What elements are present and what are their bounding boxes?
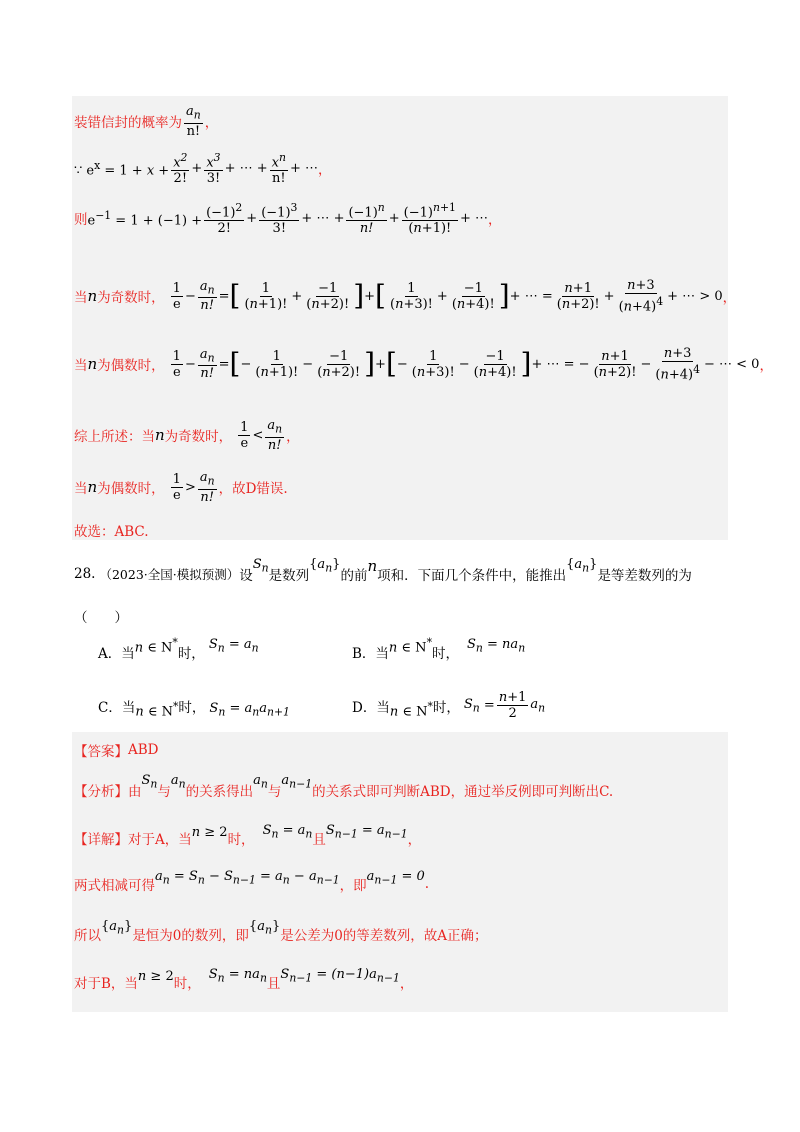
analysis-text: 与 bbox=[157, 784, 171, 800]
option-a-label: A．当 bbox=[98, 646, 135, 662]
question-text: 项和．下面几个条件中，能推出 bbox=[377, 568, 567, 584]
detail-line-2: 两式相减可得 $a_n = S_n - S_{n-1} = a_n - a_{n-1}$ ，即 $a_{n-1} = 0$ . bbox=[74, 869, 430, 894]
when-text: 当 bbox=[74, 290, 88, 307]
question-source: （2023·全国·模拟预测） bbox=[99, 567, 240, 582]
question-number: 28. bbox=[74, 566, 96, 582]
option-c[interactable]: C．当 n ∈ N* 时， $S_n = a_na_{n+1}$ bbox=[98, 696, 290, 716]
d-wrong-text: ，故D错误. bbox=[218, 481, 288, 498]
line-summary-even: 当 n 为偶数时， 1 e > $a_n$ n! ，故D错误. bbox=[74, 470, 288, 505]
option-a[interactable]: A．当 n ∈ N* 时， $S_n = a_n$ bbox=[98, 636, 259, 662]
detail-text: 且 bbox=[312, 832, 326, 848]
option-d[interactable]: D．当 n ∈ N* 时， $S_n$ = $\frac{n+1}{2}$ $a_n$ bbox=[352, 690, 546, 721]
summary-text: 综上所述：当 bbox=[74, 429, 155, 446]
detail-text: 是恒为0的数列，即 bbox=[132, 928, 249, 944]
answer-label: 【答案】 bbox=[74, 744, 128, 760]
answer-paren: （ ） bbox=[74, 610, 128, 626]
even-text: 为偶数时， bbox=[97, 481, 165, 498]
line-even-case: 当 n 为偶数时， 1 e − $\frac{a_n}{n!}$ = [ − $\frac{1}{(n+1)!}$ − $\frac{-1}{(n+2)!}$ ] + [ − $\frac{1}{(n+3)!}$ − $\frac{-1}{(n+4)!}$ ] + ⋯ = − $\frac{n+1}{(n+2)!}$ − $\frac{n+3}{(n+4)^4}$ − ⋯ < 0 ， bbox=[74, 346, 773, 383]
line-odd-case: 当 n 为奇数时， 1 e − $\frac{a_n}{n!}$ = [ 1 (n+1)! + $\frac{-1}{(n+2)!}$ ] + [ 1 (n+3)! + $\frac{-1}{(n+4)!}$ ] + ⋯ = $\frac{n+1}{(n+2)!}$ + $\frac{n+3}{(n+4)^4}$ + ⋯ > 0 ， bbox=[74, 278, 737, 315]
detail-text: 对于B，当 bbox=[74, 976, 138, 992]
option-b-label: B．当 bbox=[352, 646, 389, 662]
detail-line-1: 【详解】 对于A，当 n ≥ 2 时， $S_n = a_n$ 且 $S_{n-1} = a_{n-1}$ ， bbox=[74, 823, 422, 848]
answer-line bbox=[74, 740, 159, 760]
line-e-inverse: 则 $e^{-1} = 1 + (-1)$ + $\frac{(-1)^2}{2!}$ + $\frac{(-1)^3}{3!}$ + ⋯ + $\frac{(-1)^n}{n!}$ + $\frac{(-1)^{n+1}}{(n+1)!}$ + ⋯ ， bbox=[74, 201, 502, 237]
question-28: 28. （2023·全国·模拟预测） 设 $S_n$ 是数列 $\{a_n\}$ 的前 n 项和．下面几个条件中，能推出 $\{a_n\}$ 是等差数列的为 bbox=[74, 557, 692, 584]
detail-text: 是公差为0的等差数列，故A正确； bbox=[280, 928, 488, 944]
even-text: 为偶数时， bbox=[97, 358, 165, 375]
fraction-an-over-nfact: $a_n$ n! bbox=[186, 104, 201, 139]
option-b[interactable]: B．当 n ∈ N* 时， $S_n = na_n$ bbox=[352, 636, 526, 662]
question-paren bbox=[74, 606, 128, 626]
when-text: 当 bbox=[74, 481, 88, 498]
detail-line-3: 所以 $\{a_n\}$ 是恒为0的数列，即 $\{a_n\}$ 是公差为0的等差数列，故A正确； bbox=[74, 919, 488, 944]
probability-text: 装错信封的概率为 bbox=[74, 115, 182, 132]
detail-text: 两式相减可得 bbox=[74, 878, 155, 894]
question-text: 是数列 bbox=[268, 568, 310, 584]
then-text: 则 bbox=[74, 212, 88, 229]
line-exp-series: ∵ $e^x = 1 + x$ + $\frac{x^2}{2!}$ + $\frac{x^3}{3!}$ + ⋯ + $\frac{x^n}{n!}$ + ⋯ ， bbox=[74, 151, 332, 187]
detail-line-4: 对于B，当 n ≥ 2 时， $S_n = na_n$ 且 $S_{n-1} = (n-1)a_{n-1}$ ， bbox=[74, 967, 414, 992]
detail-text: ，即 bbox=[339, 878, 367, 894]
option-a-shi: 时， bbox=[177, 646, 205, 662]
detail-text: 所以 bbox=[74, 928, 101, 944]
odd-text: 为奇数时， bbox=[164, 429, 233, 446]
option-c-label: C．当 bbox=[98, 700, 136, 716]
question-text: 设 bbox=[239, 568, 253, 584]
line-summary-odd: 综上所述：当 n 为奇数时， 1 e < $a_n$ n! ， bbox=[74, 418, 300, 453]
analysis-text: 的关系得出 bbox=[185, 784, 254, 800]
choice-text: 故选：ABC. bbox=[74, 524, 149, 540]
detail-text: 对于A，当 bbox=[128, 832, 192, 848]
question-text: 的前 bbox=[340, 568, 368, 584]
option-d-label: D．当 bbox=[352, 699, 390, 716]
odd-text: 为奇数时， bbox=[97, 290, 165, 307]
detail-text: 时， bbox=[227, 832, 255, 848]
detail-text: 时， bbox=[173, 976, 201, 992]
option-c-shi: 时， bbox=[178, 700, 206, 716]
when-text: 当 bbox=[74, 358, 88, 375]
analysis-line: 【分析】 由 $S_n$ 与 $a_n$ 的关系得出 $a_n$ 与 $a_{n-1}$ 的关系式即可判断ABD，通过举反例即可判断出C. bbox=[74, 773, 614, 800]
option-d-shi: 时， bbox=[432, 699, 460, 716]
line-probability: 装错信封的概率为 $a_n$ n! ， bbox=[74, 104, 219, 139]
detail-label: 【详解】 bbox=[74, 832, 128, 848]
option-b-shi: 时， bbox=[431, 646, 459, 662]
detail-text: 且 bbox=[266, 976, 281, 992]
analysis-text: 由 bbox=[128, 784, 142, 800]
analysis-text: 与 bbox=[267, 784, 282, 800]
answer-value: ABD bbox=[128, 742, 159, 758]
question-text: 是等差数列的为 bbox=[597, 568, 692, 584]
analysis-text: 的关系式即可判断ABD，通过举反例即可判断出C. bbox=[312, 784, 614, 800]
line-choice bbox=[74, 520, 149, 540]
analysis-label: 【分析】 bbox=[74, 784, 128, 800]
